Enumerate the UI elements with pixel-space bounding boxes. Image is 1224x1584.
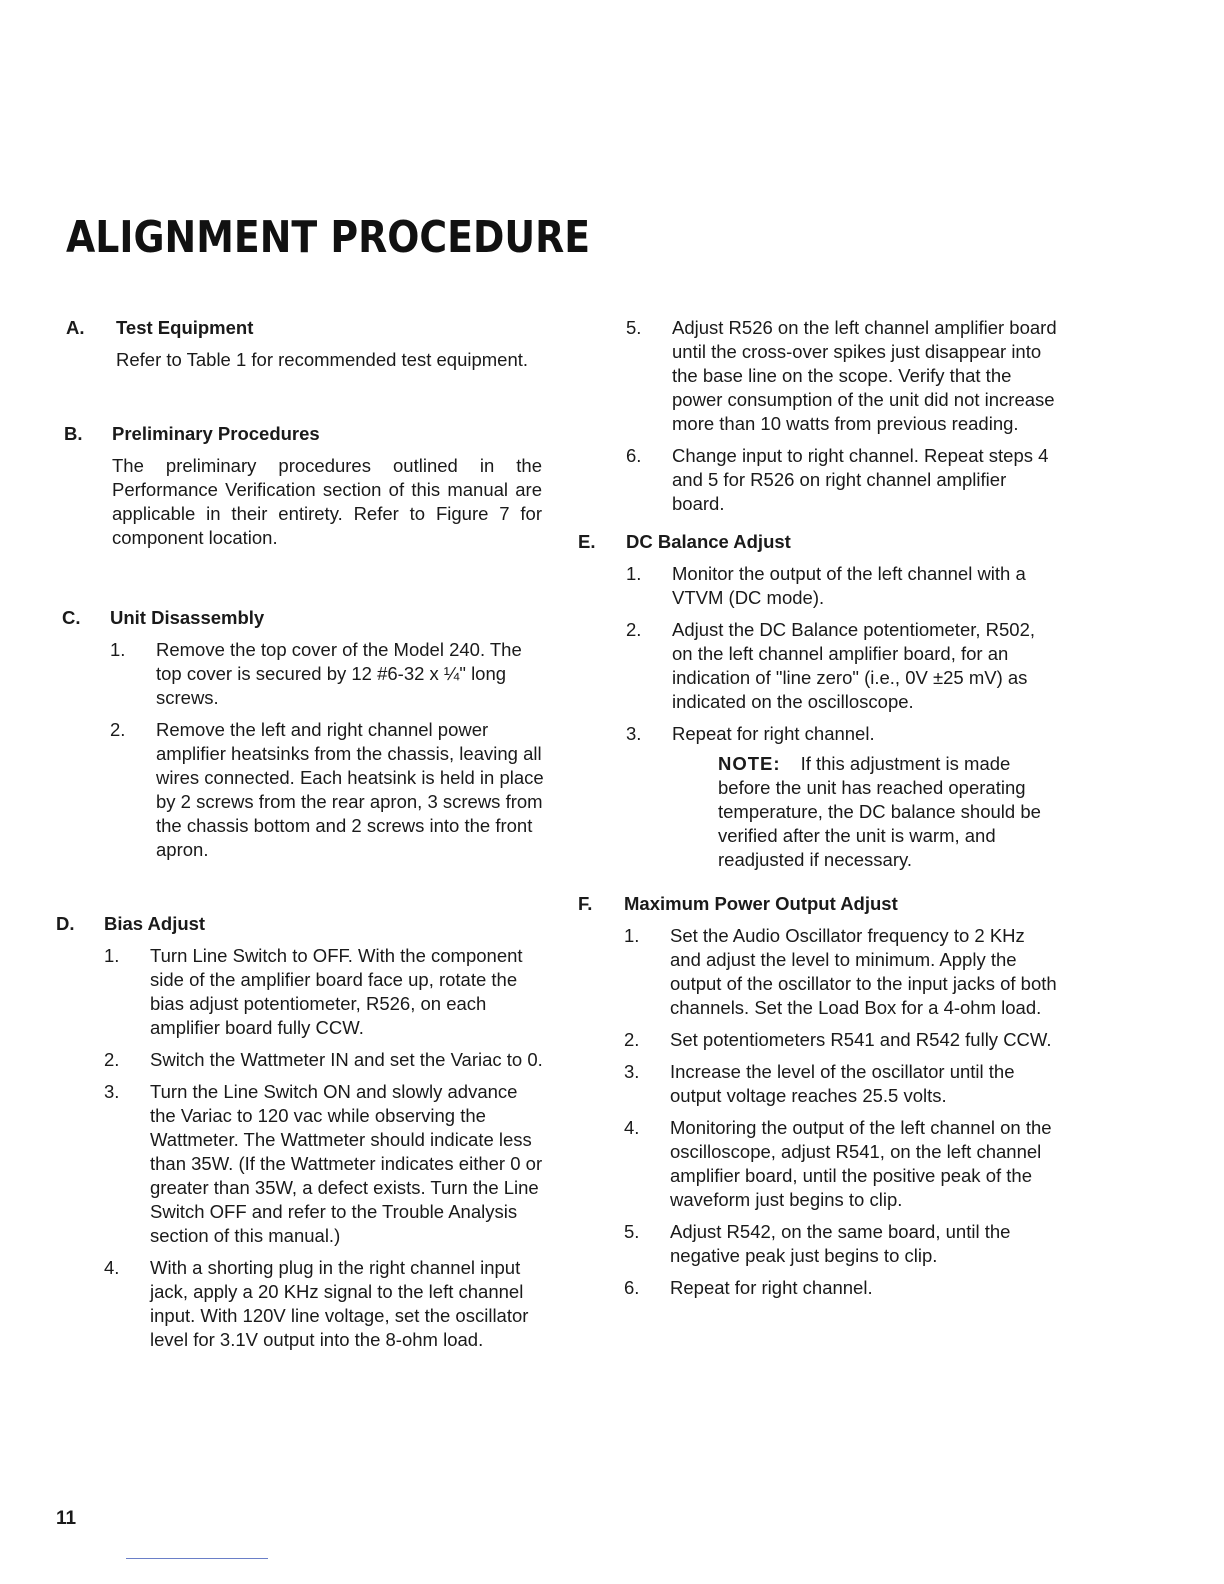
section-letter: D. [56,913,75,934]
step-number: 6. [626,445,642,466]
list-item [626,562,1060,610]
list-item [110,638,544,710]
list-item [624,1276,1060,1300]
step-text: Repeat for right channel. [670,1277,873,1298]
step-text: Repeat for right channel. [672,723,875,744]
step-text: Adjust R542, on the same board, until the negative peak just begins to clip. [670,1221,1011,1266]
step-text: Remove the top cover of the Model 240. The top cover is secured by 12 #6-32 x ¼" long screws. [156,639,522,708]
list-item [104,944,544,1040]
list-item [624,1060,1060,1108]
list-item [104,1080,544,1248]
section-letter: C. [62,607,81,628]
step-number: 2. [626,619,642,640]
section-title: DC Balance Adjust [626,531,791,552]
section-maximum-power-output-adjust [578,892,1060,1300]
step-number: 1. [104,945,120,966]
step-number: 4. [624,1117,640,1138]
left-column [54,316,544,1360]
step-number: 3. [624,1061,640,1082]
page-number: 11 [56,1508,77,1529]
step-text: Set potentiometers R541 and R542 fully CCW. [670,1029,1052,1050]
page-title: ALIGNMENT PROCEDURE [66,212,591,263]
section-unit-disassembly [54,606,544,862]
step-number: 4. [104,1257,120,1278]
step-number: 5. [626,317,642,338]
note [672,752,1060,872]
step-text: Adjust R526 on the left channel amplifier board until the cross-over spikes just disappear into the base line on the scope. Verify that the power consumption of the unit did not increase more than 10 watts from previous reading. [672,317,1057,434]
section-letter: A. [66,317,85,338]
step-number: 2. [110,719,126,740]
step-number: 5. [624,1221,640,1242]
step-text: Adjust the DC Balance potentiometer, R502, on the left channel amplifier board, for an indication of "line zero" (i.e., 0V ±25 mV) as indicated on the oscilloscope. [672,619,1036,712]
list-item [626,722,1060,872]
step-text: Turn the Line Switch ON and slowly advance the Variac to 120 vac while observing the Wattmeter. The Wattmeter should indicate less than 35W. (If the Wattmeter indicates either 0 or greater than 35W, a defect exists. Turn the Line Switch OFF and refer to the Trouble Analysis section of this manual.) [150,1081,543,1246]
right-column [578,316,1060,1308]
section-title: Bias Adjust [104,913,206,934]
section-title: Test Equipment [116,317,254,338]
step-text: Monitor the output of the left channel with a VTVM (DC mode). [672,563,1026,608]
list-item [626,316,1060,436]
list-item [104,1048,544,1072]
step-text: Switch the Wattmeter IN and set the Variac to 0. [150,1049,543,1070]
list-item [624,1028,1060,1052]
section-letter: E. [578,531,596,552]
list-item [104,1256,544,1352]
section-bias-adjust-continued [578,316,1060,516]
section-dc-balance-adjust [578,530,1060,872]
list-item [626,618,1060,714]
step-number: 1. [626,563,642,584]
step-number: 2. [104,1049,120,1070]
list-item [626,444,1060,516]
section-test-equipment [54,316,544,372]
step-number: 3. [626,723,642,744]
section-body: Refer to Table 1 for recommended test equipment. [116,349,529,370]
step-number: 2. [624,1029,640,1050]
section-preliminary-procedures [54,422,544,550]
section-title: Maximum Power Output Adjust [624,893,898,914]
note-label: NOTE: [718,753,781,774]
section-body: The preliminary procedures outlined in the Performance Verification section of this manual are applicable in their entirety. Refer to Figure 7 for component location. [112,455,542,548]
section-title: Preliminary Procedures [112,423,320,444]
section-title: Unit Disassembly [110,607,265,628]
step-list [626,316,1060,516]
step-number: 3. [104,1081,120,1102]
step-number: 1. [624,925,640,946]
step-number: 1. [110,639,126,660]
step-text: Turn Line Switch to OFF. With the component side of the amplifier board face up, rotate the bias adjust potentiometer, R526, on each amplifier board fully CCW. [150,945,523,1038]
list-item [624,1220,1060,1268]
step-list [110,638,544,862]
step-list [626,562,1060,872]
section-letter: B. [64,423,83,444]
step-list [104,944,544,1352]
footer-rule [126,1558,268,1559]
list-item [624,1116,1060,1212]
step-text: Monitoring the output of the left channel on the oscilloscope, adjust R541, on the left channel amplifier board, until the positive peak of the waveform just begins to clip. [670,1117,1052,1210]
section-bias-adjust [54,912,544,1352]
step-text: Set the Audio Oscillator frequency to 2 KHz and adjust the level to minimum. Apply the output of the oscillator to the input jacks of both channels. Set the Load Box for a 4-ohm load. [670,925,1057,1018]
step-number: 6. [624,1277,640,1298]
step-text: With a shorting plug in the right channel input jack, apply a 20 KHz signal to the left channel input. With 120V line voltage, set the oscillator level for 3.1V output into the 8-ohm load. [150,1257,529,1350]
section-letter: F. [578,893,593,914]
list-item [110,718,544,862]
step-text: Increase the level of the oscillator until the output voltage reaches 25.5 volts. [670,1061,1015,1106]
list-item [624,924,1060,1020]
step-text: Change input to right channel. Repeat steps 4 and 5 for R526 on right channel amplifier board. [672,445,1049,514]
note-text: If this adjustment is made before the unit has reached operating temperature, the DC balance should be verified after the unit is warm, and readjusted if necessary. [718,753,1041,870]
step-list [624,924,1060,1300]
step-text: Remove the left and right channel power amplifier heatsinks from the chassis, leaving all wires connected. Each heatsink is held in place by 2 screws from the rear apron, 3 screws from the chassis bottom and 2 screws into the front apron. [156,719,544,860]
